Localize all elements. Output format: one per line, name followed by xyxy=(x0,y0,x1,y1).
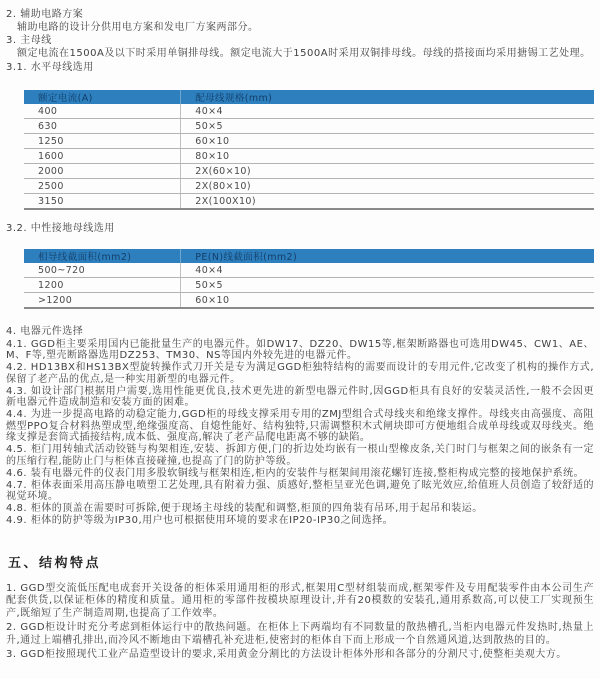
table-cell: 40×4 xyxy=(181,263,594,278)
table-row xyxy=(24,293,594,309)
components-item: 4.4. 为进一步提高电路的动稳定能力,GGD柜的母线支撑采用专用的ZMJ型组合式母线夹和绝缘支撑件。母线夹由高强度、高阻燃型PPO复合材料热塑成型,绝缘强度高、自熄性能好、结构独特,只需调整积木式闸块即可方便地组合成单母线或双母线夹。绝缘支撑是套筒式插接结构,成本低、强度高,解决了老产品爬电距离不够的缺陷。 xyxy=(6,409,594,443)
section-structure-title: 五、结构特点 xyxy=(8,555,102,571)
table-row xyxy=(24,179,594,194)
table-header-cell: 配母线规格(mm) xyxy=(181,90,594,104)
table-cell: 1600 xyxy=(24,149,181,164)
table-cell: 400 xyxy=(24,104,181,119)
table-cell: 630 xyxy=(24,119,181,134)
table-cell: 2X(100X10) xyxy=(181,194,594,210)
section-aux-circuit-title: 2. 辅助电路方案 xyxy=(6,9,84,20)
components-item: 4.9. 柜体的防护等级为IP30,用户也可根据使用环境的要求在IP20-IP30之间选择。 xyxy=(6,515,394,526)
table-cell: 1250 xyxy=(24,134,181,149)
components-item: 4.8. 柜体的顶盖在需要时可拆除,便于现场主母线的装配和调整,柜顶的四角装有吊环,用于起吊和装运。 xyxy=(6,503,483,514)
table-header-row xyxy=(24,249,594,263)
table-cell: 2X(80×10) xyxy=(181,179,594,194)
table-header-cell: PE(N)线截面积(mm2) xyxy=(181,249,594,263)
table-row xyxy=(24,263,594,278)
table-cell: 60×10 xyxy=(181,134,594,149)
structure-item: 2. GGD柜设计时充分考虑到柜体运行中的散热问题。在柜体上下两端均有不同数量的散热槽孔,当柜内电器元件发热时,热量上升,通过上端槽孔排出,而冷风不断地由下端槽孔补充进柜,使密封的柜体自下而上形成一个自然通风道,达到散热的目的。 xyxy=(6,622,594,646)
table-row xyxy=(24,194,594,210)
table-row xyxy=(24,119,594,134)
table-row xyxy=(24,278,594,293)
horizontal-busbar-table xyxy=(24,90,594,210)
components-item: 4.2. HD13BX和HS13BX型旋转操作式刀开关是专为满足GGD柜独特结构的需要而设计的专用元件,它改变了机构的操作方式,保留了老产品的优点,是一种实用新型的电器元件。 xyxy=(6,362,594,385)
table-header-row xyxy=(24,90,594,104)
components-item: 4.1. GGD柜主要采用国内已能批量生产的电器元件。如DW17、DZ20、DW15等,框架断路器也可选用DW45、CW1、AE、M、F等,塑壳断路器选用DZ253、TM30、NS等国内外较先进的电器元件。 xyxy=(6,338,594,361)
table-cell: 40×4 xyxy=(181,104,594,119)
table-row xyxy=(24,104,594,119)
section-main-busbar-title: 3. 主母线 xyxy=(6,35,52,46)
table-cell: 2500 xyxy=(24,179,181,194)
components-item: 4.6. 装有电器元件的仪表门用多股软铜线与框架相连,柜内的安装件与框架间用滚花螺钉连接,整柜构成完整的接地保护系统。 xyxy=(6,467,585,479)
section-components xyxy=(6,325,594,527)
section-aux-circuit-body: 辅助电路的设计分供用电方案和发电厂方案两部分。 xyxy=(17,22,259,33)
table-cell: >1200 xyxy=(24,293,181,309)
components-item: 4.7. 柜体表面采用高压静电喷塑工艺处理,具有附着力强、质感好,整柜呈亚光色调,避免了眩光效应,给值班人员创造了较舒适的视觉环境。 xyxy=(6,479,594,502)
table-row xyxy=(24,164,594,179)
table-cell: 50×5 xyxy=(181,278,594,293)
components-item: 4.3. 如设计部门根据用户需要,选用性能更优良,技术更先进的新型电器元件时,因GGD柜具有良好的安装灵活性,一般不会因更新电器元件造成制造和安装方面的困难。 xyxy=(6,385,594,408)
table-cell: 50×5 xyxy=(181,119,594,134)
table-header-cell: 相导线截面积(mm2) xyxy=(24,249,181,263)
section-main-busbar-body: 额定电流在1500A及以下时采用单铜排母线。额定电流大于1500A时采用双铜排母线。母线的搭接面均采用搪锡工艺处理。 xyxy=(17,48,591,59)
table-row xyxy=(24,149,594,164)
section-neutral-busbar-title: 3.2. 中性接地母线选用 xyxy=(6,223,115,234)
table-cell: 500~720 xyxy=(24,263,181,278)
components-item: 4.5. 柜门用转轴式活动铰链与构架相连,安装、拆卸方便,门的折边处均嵌有一根山型橡皮条,关门时门与框架之间的嵌条有一定的压缩行程,能防止门与柜体直接碰撞,也提高了门的防护等级。 xyxy=(6,444,594,467)
structure-item: 3. GGD柜按照现代工业产品造型设计的要求,采用黄金分割比的方法设计柜体外形和各部分的分割尺寸,使整柜美观大方。 xyxy=(6,649,567,660)
section-structure xyxy=(6,557,594,662)
structure-item: 1. GGD型交流低压配电成套开关设备的柜体采用通用柜的形式,框架用C型材组装而成,框架零件及专用配装零件由本公司生产配套供货,以保证柜体的精度和质量。通用柜的零部件按模块原理设计,并有20模数的安装孔,通用系数高,可以使工厂实现预生产,既缩短了生产制造周期,也提高了工作效率。 xyxy=(6,582,594,619)
table-cell: 3150 xyxy=(24,194,181,210)
table-cell: 2X(60×10) xyxy=(181,164,594,179)
table-cell: 1200 xyxy=(24,278,181,293)
table-row xyxy=(24,134,594,149)
section-horizontal-busbar-title: 3.1. 水平母线选用 xyxy=(6,62,94,73)
table-cell: 60×10 xyxy=(181,293,594,309)
section-components-title: 4. 电器元件选择 xyxy=(6,326,84,337)
table-cell: 80×10 xyxy=(181,149,594,164)
table-cell: 2000 xyxy=(24,164,181,179)
neutral-busbar-table xyxy=(24,249,594,309)
table-header-cell: 额定电流(A) xyxy=(24,90,181,104)
